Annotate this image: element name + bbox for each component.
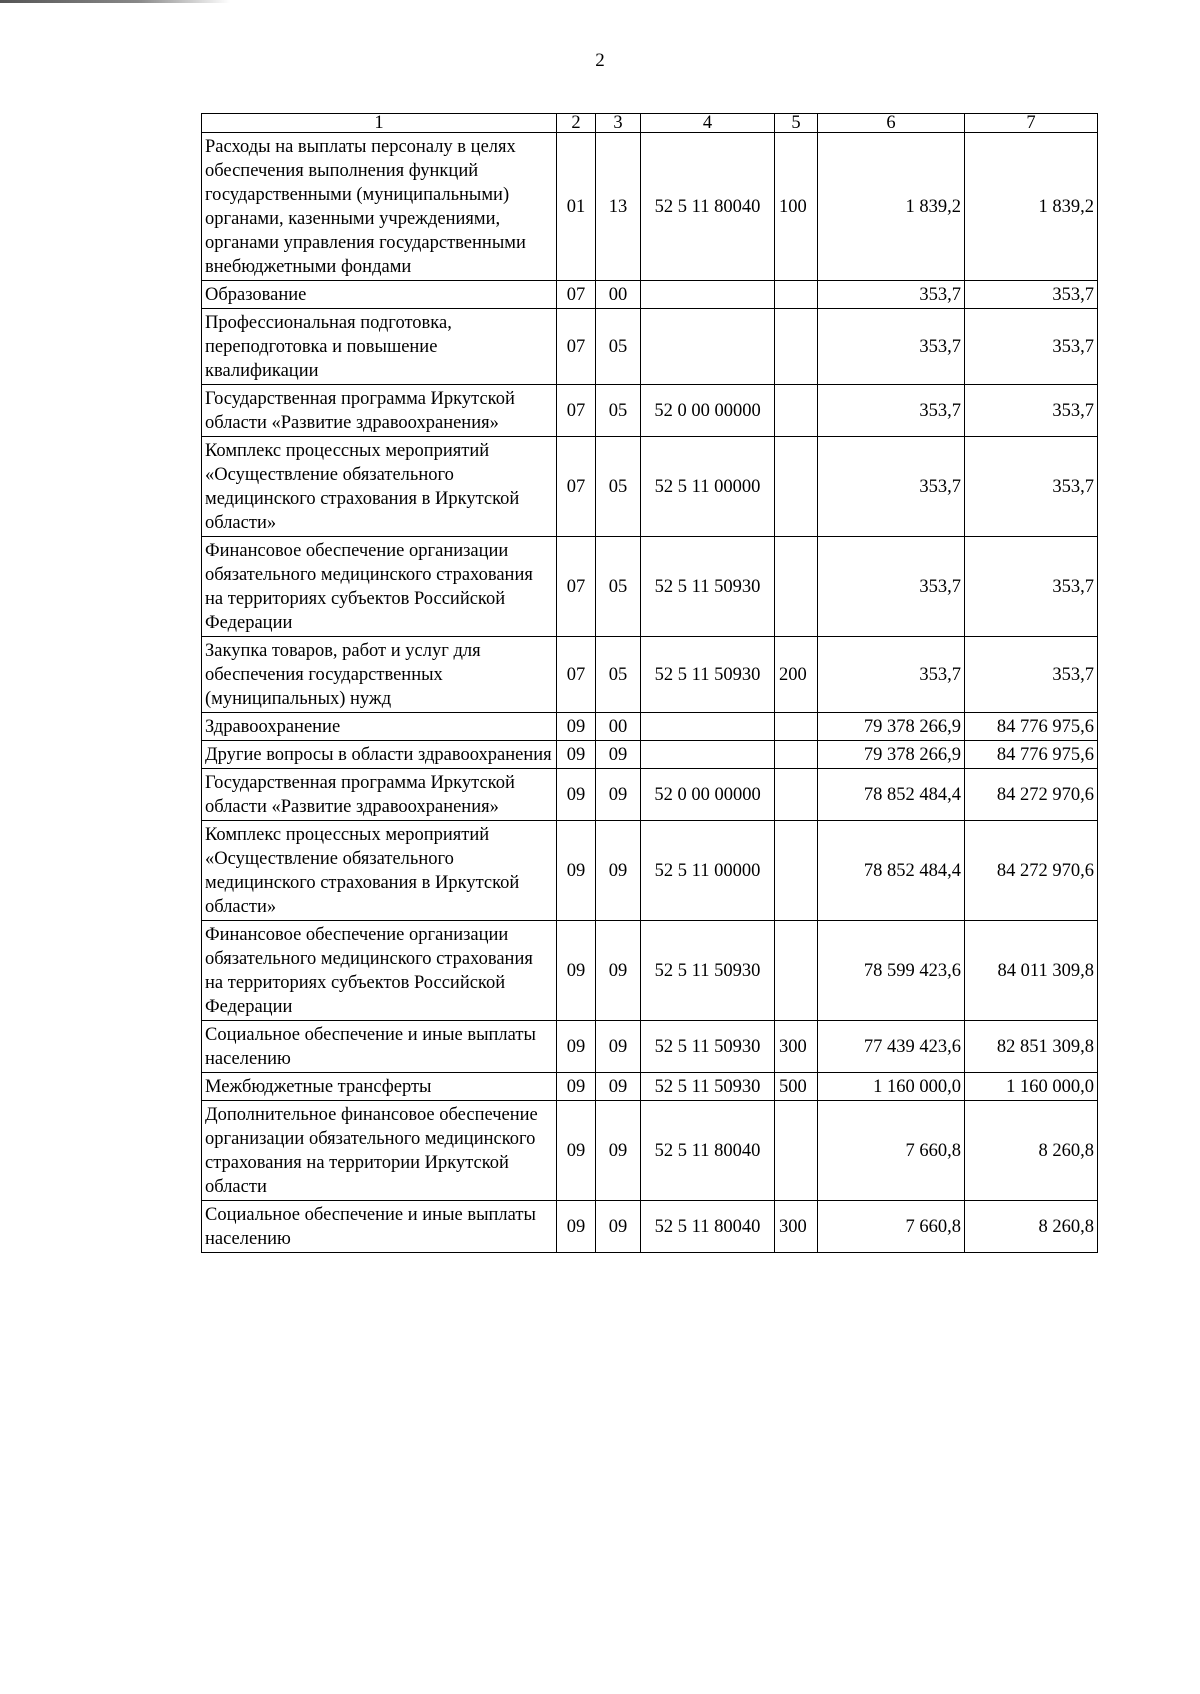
amount-year1-cell: 353,7 <box>818 385 965 437</box>
header-cell: 2 <box>557 114 596 133</box>
amount-year2-cell: 84 776 975,6 <box>965 741 1098 769</box>
section-code-cell: 01 <box>557 133 596 281</box>
amount-year2-cell: 353,7 <box>965 385 1098 437</box>
section-code-cell: 07 <box>557 281 596 309</box>
expense-type-cell <box>775 281 818 309</box>
item-name-cell: Межбюджетные трансферты <box>202 1073 557 1101</box>
amount-year2-cell: 84 011 309,8 <box>965 921 1098 1021</box>
table-row <box>202 1021 1098 1073</box>
table-row <box>202 921 1098 1021</box>
subsection-code-cell: 05 <box>596 637 641 713</box>
expense-type-cell <box>775 741 818 769</box>
subsection-code-cell: 00 <box>596 281 641 309</box>
table-row <box>202 821 1098 921</box>
page-number: 2 <box>595 50 605 71</box>
amount-year1-cell: 353,7 <box>818 309 965 385</box>
header-cell: 7 <box>965 114 1098 133</box>
target-article-cell: 52 5 11 80040 <box>641 1101 775 1201</box>
section-code-cell: 07 <box>557 537 596 637</box>
item-name-cell: Образование <box>202 281 557 309</box>
item-name-cell: Профессиональная подготовка, переподготовка и повышение квалификации <box>202 309 557 385</box>
subsection-code-cell: 09 <box>596 821 641 921</box>
amount-year1-cell: 353,7 <box>818 281 965 309</box>
item-name-cell: Здравоохранение <box>202 713 557 741</box>
section-code-cell: 07 <box>557 385 596 437</box>
item-name-cell: Закупка товаров, работ и услуг для обеспечения государственных (муниципальных) нужд <box>202 637 557 713</box>
section-code-cell: 07 <box>557 309 596 385</box>
amount-year2-cell: 8 260,8 <box>965 1101 1098 1201</box>
section-code-cell: 09 <box>557 821 596 921</box>
target-article-cell: 52 5 11 50930 <box>641 1021 775 1073</box>
target-article-cell <box>641 713 775 741</box>
table-row <box>202 769 1098 821</box>
target-article-cell: 52 5 11 50930 <box>641 1073 775 1101</box>
item-name-cell: Расходы на выплаты персоналу в целях обеспечения выполнения функций государственными (муниципальными) органами, казенными учреждениями, органами управления государственными внебюджетными фондами <box>202 133 557 281</box>
table-row <box>202 1101 1098 1201</box>
section-code-cell: 09 <box>557 1073 596 1101</box>
target-article-cell: 52 5 11 80040 <box>641 1201 775 1253</box>
expense-type-cell: 300 <box>775 1201 818 1253</box>
amount-year1-cell: 353,7 <box>818 537 965 637</box>
amount-year2-cell: 353,7 <box>965 537 1098 637</box>
section-code-cell: 09 <box>557 1021 596 1073</box>
amount-year2-cell: 1 839,2 <box>965 133 1098 281</box>
subsection-code-cell: 09 <box>596 1101 641 1201</box>
expense-type-cell: 200 <box>775 637 818 713</box>
section-code-cell: 09 <box>557 1101 596 1201</box>
section-code-cell: 07 <box>557 437 596 537</box>
item-name-cell: Дополнительное финансовое обеспечение организации обязательного медицинского страхования на территории Иркутской области <box>202 1101 557 1201</box>
expense-type-cell: 100 <box>775 133 818 281</box>
section-code-cell: 09 <box>557 921 596 1021</box>
header-row <box>202 114 1098 133</box>
subsection-code-cell: 09 <box>596 1201 641 1253</box>
amount-year2-cell: 353,7 <box>965 281 1098 309</box>
amount-year2-cell: 353,7 <box>965 637 1098 713</box>
subsection-code-cell: 05 <box>596 537 641 637</box>
expense-type-cell: 500 <box>775 1073 818 1101</box>
header-cell: 4 <box>641 114 775 133</box>
amount-year2-cell: 82 851 309,8 <box>965 1021 1098 1073</box>
item-name-cell: Государственная программа Иркутской области «Развитие здравоохранения» <box>202 769 557 821</box>
target-article-cell <box>641 309 775 385</box>
budget-table <box>201 113 1098 1253</box>
item-name-cell: Финансовое обеспечение организации обязательного медицинского страхования на территориях субъектов Российской Федерации <box>202 537 557 637</box>
amount-year1-cell: 78 852 484,4 <box>818 821 965 921</box>
table-row <box>202 1201 1098 1253</box>
amount-year1-cell: 1 839,2 <box>818 133 965 281</box>
section-code-cell: 09 <box>557 741 596 769</box>
header-cell: 5 <box>775 114 818 133</box>
expense-type-cell <box>775 821 818 921</box>
subsection-code-cell: 00 <box>596 713 641 741</box>
expense-type-cell <box>775 769 818 821</box>
amount-year2-cell: 1 160 000,0 <box>965 1073 1098 1101</box>
amount-year1-cell: 79 378 266,9 <box>818 713 965 741</box>
target-article-cell <box>641 281 775 309</box>
header-cell: 3 <box>596 114 641 133</box>
table-row <box>202 437 1098 537</box>
target-article-cell: 52 5 11 50930 <box>641 921 775 1021</box>
item-name-cell: Государственная программа Иркутской области «Развитие здравоохранения» <box>202 385 557 437</box>
target-article-cell <box>641 741 775 769</box>
target-article-cell: 52 0 00 00000 <box>641 769 775 821</box>
amount-year2-cell: 353,7 <box>965 309 1098 385</box>
table-row <box>202 537 1098 637</box>
header-cell: 6 <box>818 114 965 133</box>
table-row <box>202 713 1098 741</box>
target-article-cell: 52 5 11 50930 <box>641 537 775 637</box>
target-article-cell: 52 5 11 80040 <box>641 133 775 281</box>
expense-type-cell <box>775 713 818 741</box>
amount-year1-cell: 78 852 484,4 <box>818 769 965 821</box>
item-name-cell: Комплекс процессных мероприятий «Осуществление обязательного медицинского страхования в Иркутской области» <box>202 437 557 537</box>
section-code-cell: 07 <box>557 637 596 713</box>
expense-type-cell: 300 <box>775 1021 818 1073</box>
expense-type-cell <box>775 437 818 537</box>
amount-year1-cell: 78 599 423,6 <box>818 921 965 1021</box>
subsection-code-cell: 05 <box>596 309 641 385</box>
subsection-code-cell: 13 <box>596 133 641 281</box>
amount-year2-cell: 84 272 970,6 <box>965 821 1098 921</box>
target-article-cell: 52 5 11 50930 <box>641 637 775 713</box>
amount-year1-cell: 353,7 <box>818 637 965 713</box>
header-cell: 1 <box>202 114 557 133</box>
amount-year1-cell: 7 660,8 <box>818 1101 965 1201</box>
target-article-cell: 52 0 00 00000 <box>641 385 775 437</box>
amount-year1-cell: 79 378 266,9 <box>818 741 965 769</box>
table-row <box>202 1073 1098 1101</box>
subsection-code-cell: 09 <box>596 769 641 821</box>
table-row <box>202 133 1098 281</box>
section-code-cell: 09 <box>557 769 596 821</box>
subsection-code-cell: 09 <box>596 1021 641 1073</box>
item-name-cell: Социальное обеспечение и иные выплаты населению <box>202 1201 557 1253</box>
subsection-code-cell: 05 <box>596 385 641 437</box>
item-name-cell: Финансовое обеспечение организации обязательного медицинского страхования на территориях субъектов Российской Федерации <box>202 921 557 1021</box>
expense-type-cell <box>775 309 818 385</box>
expense-type-cell <box>775 537 818 637</box>
amount-year2-cell: 8 260,8 <box>965 1201 1098 1253</box>
amount-year1-cell: 353,7 <box>818 437 965 537</box>
item-name-cell: Комплекс процессных мероприятий «Осуществление обязательного медицинского страхования в Иркутской области» <box>202 821 557 921</box>
amount-year1-cell: 77 439 423,6 <box>818 1021 965 1073</box>
expense-type-cell <box>775 1101 818 1201</box>
table-row <box>202 281 1098 309</box>
table-row <box>202 741 1098 769</box>
table-row <box>202 637 1098 713</box>
item-name-cell: Другие вопросы в области здравоохранения <box>202 741 557 769</box>
target-article-cell: 52 5 11 00000 <box>641 821 775 921</box>
amount-year2-cell: 84 776 975,6 <box>965 713 1098 741</box>
section-code-cell: 09 <box>557 713 596 741</box>
amount-year1-cell: 7 660,8 <box>818 1201 965 1253</box>
subsection-code-cell: 09 <box>596 921 641 1021</box>
table-row <box>202 309 1098 385</box>
subsection-code-cell: 09 <box>596 741 641 769</box>
amount-year2-cell: 84 272 970,6 <box>965 769 1098 821</box>
amount-year2-cell: 353,7 <box>965 437 1098 537</box>
subsection-code-cell: 09 <box>596 1073 641 1101</box>
table-row <box>202 385 1098 437</box>
subsection-code-cell: 05 <box>596 437 641 537</box>
amount-year1-cell: 1 160 000,0 <box>818 1073 965 1101</box>
item-name-cell: Социальное обеспечение и иные выплаты населению <box>202 1021 557 1073</box>
expense-type-cell <box>775 921 818 1021</box>
scan-edge-artifact <box>0 0 230 3</box>
target-article-cell: 52 5 11 00000 <box>641 437 775 537</box>
section-code-cell: 09 <box>557 1201 596 1253</box>
expense-type-cell <box>775 385 818 437</box>
